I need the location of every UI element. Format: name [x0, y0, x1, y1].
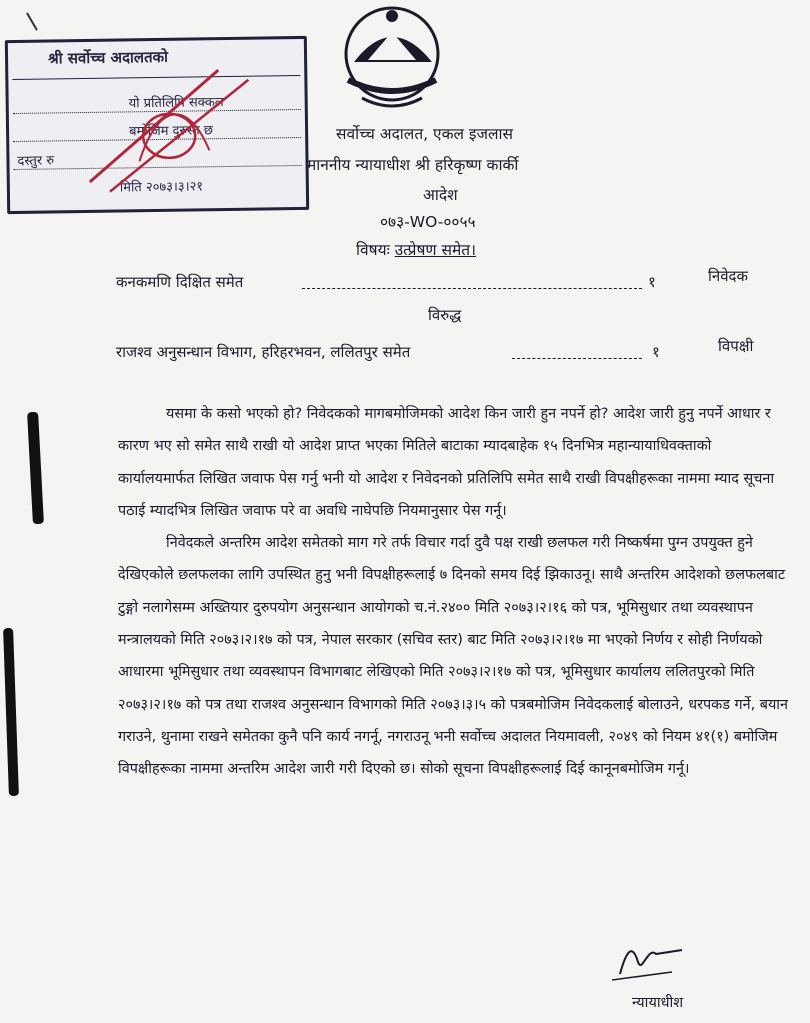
court-copy-stamp [5, 36, 309, 214]
stamp-line-2: बमोजिम दुरुस्त छ [128, 123, 214, 140]
paragraph-show-cause: यसमा के कसो भएको हो? निवेदकको मागबमोजिमको आदेश किन जारी हुन नपर्ने हो? आदेश जारी हुनु नपर्ने आधार र कारण भए सो समेत साथै राखी यो आदेश प्राप्त भएका मितिले बाटाका म्यादबाहेक १५ दिनभित्र महान्यायाधिवक्ताको कार्यालयमार्फत लिखित जवाफ पेस गर्नु भनी यो आदेश र निवेदनको प्रतिलिपि समेत साथै राखी विपक्षीहरूका नाममा म्याद सूचना पठाई म्यादभित्र लिखित जवाफ परे वा अवधि नाघेपछि नियमानुसार पेस गर्नू। [118, 406, 775, 519]
order-body [118, 398, 790, 786]
respondent-role: विपक्षी [718, 337, 754, 355]
respondent-leader [512, 358, 642, 359]
stamp-title: श्री सर्वोच्च अदालतको [47, 47, 169, 68]
stamp-line-1: यो प्रतिलिपि सक्कल [128, 95, 224, 112]
respondent-name: राजश्व अनुसन्धान विभाग, हरिहरभवन, ललितपुर समेत [116, 343, 411, 361]
case-number: ०७३-WO-००५५ [380, 213, 476, 231]
petitioner-role: निवेदक [708, 267, 749, 285]
stamp-line-3: दस्तुर रु [17, 153, 55, 169]
judge-title: न्यायाधीश [632, 995, 684, 1011]
order-heading: आदेश [423, 186, 458, 204]
scan-mark-upper [27, 412, 44, 524]
nepal-emblem-icon [340, 2, 444, 114]
subject-text: उत्प्रेषण समेत। [394, 241, 477, 259]
red-signature-ink [68, 39, 270, 202]
court-name: सर्वोच्च अदालत, एकल इजलास [336, 125, 514, 143]
corner-tick-mark [26, 5, 50, 30]
paragraph-interim-order: निवेदकले अन्तरिम आदेश समेतको माग गरे तर्फ विचार गर्दा दुवै पक्ष राखी छलफल गरी निष्कर्षमा पुग्न उपयुक्त हुने देखिएकोले छलफलका लागि उपस्थित हुनु भनी विपक्षीहरूलाई ७ दिनको समय दिई झिकाउनू। साथै अन्तरिम आदेशको छलफलबाट टुङ्गो नलागेसम्म अख्तियार दुरुपयोग अनुसन्धान आयोगको च.नं.२४०० मिति २०७३।२।१६ को पत्र, भूमिसुधार तथा व्यवस्थापन मन्त्रालयको मिति २०७३।२।१७ को पत्र, नेपाल सरकार (सचिव स्तर) बाट मिति २०७३।२।१७ मा भएको निर्णय र सोही निर्णयको आधारमा भूमिसुधार तथा व्यवस्थापन विभागबाट लेखिएको मिति २०७३।२।१७ को पत्र, भूमिसुधार कार्यालय ललितपुरको मिति २०७३।२।१७ को पत्र तथा राजश्व अनुसन्धान विभागको मिति २०७३।३।५ को पत्रबमोजिम निवेदकलाई बोलाउने, धरपकड गर्ने, बयान गराउने, थुनामा राखने समेतका कुनै पनि कार्य नगर्नू, नगराउनू भनी सर्वोच्च अदालत नियमावली, २०४९ को नियम ४१(१) बमोजिम विपक्षीहरूका नाममा अन्तरिम आदेश जारी गरी दिएको छ। सोको सूचना विपक्षीहरूलाई दिई कानूनबमोजिम गर्नू। [118, 535, 789, 778]
petitioner-count: १ [648, 273, 656, 291]
judge-signature-mark [612, 932, 692, 982]
judge-name: माननीय न्यायाधीश श्री हरिकृष्ण कार्की [307, 156, 519, 174]
petitioner-leader [302, 288, 642, 289]
versus-heading: विरुद्ध [428, 306, 462, 324]
petitioner-name: कनकमणि दिक्षित समेत [116, 273, 244, 291]
subject-line [356, 238, 476, 260]
respondent-count: १ [652, 343, 660, 361]
stamp-line-4: मिति २०७३।३।२१ [119, 179, 204, 196]
scan-mark-lower [3, 628, 19, 796]
subject-label: विषयः [356, 241, 390, 259]
